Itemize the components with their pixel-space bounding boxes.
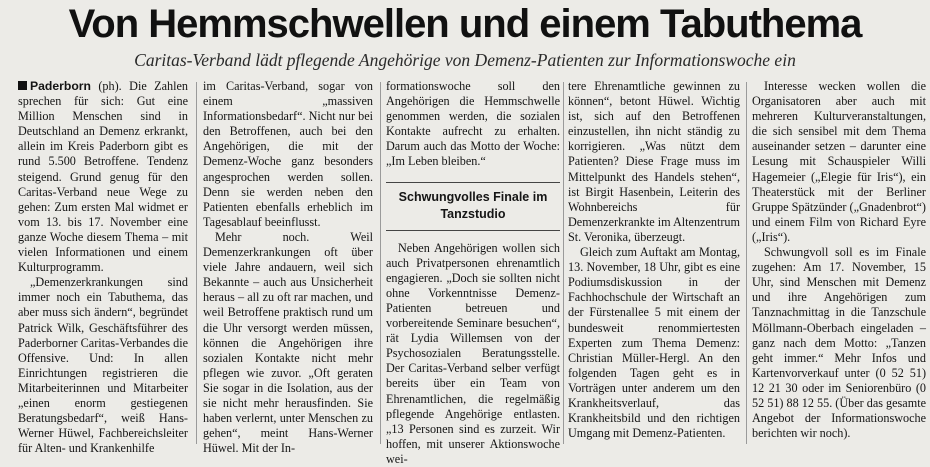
body-paragraph: Mehr noch. Weil Demenzerkrankungen oft über viele Jahre andauern, weil sich Bekannte – auch aus Unsicherheit heraus – all zu oft rar machen, und weil Betroffene praktisch rund um die Uhr versorgt werden müssen, können die Angehörigen ihre sozialen Kontakte nicht mehr pflegen wie zuvor. „Oft geraten Sie sogar in die Isolation, aus der sie nicht mehr herausfinden. Sie haben verlernt, unter Menschen zu gehen“, meint Hans-Werner Hüwel. Mit der In- — [203, 229, 373, 456]
article-column-4 — [568, 79, 740, 447]
article-column-5 — [752, 79, 926, 447]
dateline-marker-icon — [18, 81, 27, 90]
body-paragraph: Interesse wecken wollen die Organisatoren aber auch mit mehreren Kulturveranstaltungen, die sich sensibel mit dem Thema auseinander setzen – darunter eine Lesung mit Schauspieler Willi Hagemeier („Elegie für Iris“), ein Theaterstück mit der Berliner Gruppe Spätzünder („Gnadenbrot“) und einem Film von Richard Eyre („Iris“). — [752, 79, 926, 244]
section-subhead: Schwungvolles Finale im Tanzstudio — [386, 182, 560, 231]
article-column-1 — [18, 79, 188, 456]
column-divider — [746, 82, 747, 444]
article-column-3 — [386, 79, 560, 466]
body-paragraph: tere Ehrenamtliche gewinnen zu können“, betont Hüwel. Wichtig ist, sich auf den Betroffenen einzustellen, ihn nicht ständig zu korrigieren. „Was nützt dem Patienten? Diese Frage muss im Mittelpunkt des Handels stehen“, ist Birgit Hasenbein, Leiterin des Wohnbereichs für Demenzerkrankte im Altenzentrum St. Veronika, überzeugt. — [568, 79, 740, 244]
body-paragraph: Schwungvoll soll es im Finale zugehen: Am 17. November, 15 Uhr, sind Menschen mit Demenz und ihre Angehörigen zum Tanznachmittag in die Tanzschule Möllmann-Oberbach eingeladen – ganz nach dem Motto: „Tanzen geht immer.“ Mehr Infos und Kartenvorverkauf unter (0 52 51) 12 21 30 oder im Seniorenbüro (0 52 51) 88 12 55. (Über das gesamte Angebot der Informationswoche berichten wir noch). — [752, 245, 926, 441]
article-headline: Von Hemmschwellen und einem Tabuthema — [68, 2, 862, 46]
column-divider — [380, 82, 381, 444]
body-paragraph: Gleich zum Auftakt am Montag, 13. November, 18 Uhr, gibt es eine Podiumsdiskussion in der Fachhochschule der Wirtschaft an der Fürstenallee 5 mit einem der bundesweit renommiertesten Experten zum Thema Demenz: Christian Müller-Hergl. An den folgenden Tagen geht es in Vorträgen unter anderem um den Krankheitsverlauf, das Krankheitsbild und den richtigen Umgang mit Demenz-Patienten. — [568, 245, 740, 441]
article-subheadline: Caritas-Verband lädt pflegende Angehörige von Demenz-Patienten zur Informationswoche ein — [134, 50, 796, 70]
column-divider — [196, 82, 197, 444]
article-column-2 — [203, 79, 373, 456]
column-divider — [563, 82, 564, 444]
body-paragraph: im Caritas-Verband, sogar von einem „massiven Informationsbedarf“. Nicht nur bei den Betroffenen, auch bei den Angehörigen, die mit der Demenz-Woche ganz besonders angesprochen werden sollen. Denn sie werden neben den Patienten ebenfalls erheblich im Tagesablauf beeinflusst. — [203, 79, 373, 229]
lead-text: (ph). Die Zahlen sprechen für sich: Gut eine Million Menschen sind in Deutschland an Demenz erkrankt, allein im Kreis Paderborn gibt es rund 5.500 Betroffene. Tendenz steigend. Grund genug für den Caritas-Verband neue Wege zu gehen: Zum ersten Mal widmet er vom 13. bis 17. November eine ganze Woche diesem Thema – mit vielen Informationen und einem Kulturprogramm. — [18, 79, 188, 275]
lead-paragraph — [18, 79, 188, 275]
body-paragraph: „Demenzerkrankungen sind immer noch ein Tabuthema, das aber muss sich ändern“, begründet Patrick Wilk, Geschäftsführer des Paderborner Caritas-Verbandes die Offensive. Und: In allen Einrichtungen registrieren die Mitarbeiterinnen und Mitarbeiter „einen enorm gestiegenen Beratungsbedarf“, weiß Hans-Werner Hüwel, Fachbereichsleiter für Alten- und Krankenhilfe — [18, 275, 188, 456]
dateline: Paderborn — [30, 79, 91, 93]
body-paragraph: Neben Angehörigen wollen sich auch Privatpersonen ehrenamtlich engagieren. „Doch sie sollten nicht ohne Vorkenntnisse Demenz-Patienten betreuen und vorbereitende Seminare besuchen“, rät Lydia Willemsen von der Psychosozialen Beratungsstelle. Der Caritas-Verband selber verfügt bereits über ein Team von Ehrenamtlichen, die regelmäßig pflegende Angehörige entlasten. „13 Personen sind es zurzeit. Wir hoffen, mit unserer Aktionswoche wei- — [386, 240, 560, 466]
body-paragraph: formationswoche soll den Angehörigen die Hemmschwelle genommen werden, die sozialen Kontakte aufrecht zu erhalten. Darum auch das Motto der Woche: „Im Leben bleiben.“ — [386, 79, 560, 169]
